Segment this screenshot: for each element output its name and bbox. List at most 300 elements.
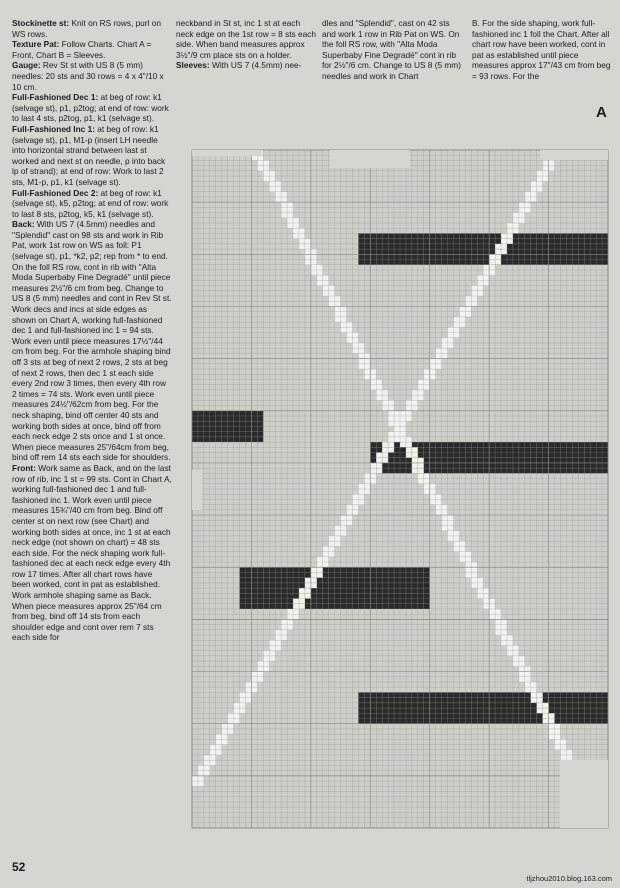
- chart-cell: [549, 249, 555, 254]
- chart-cell: [275, 640, 281, 645]
- chart-cell: [501, 630, 507, 635]
- chart-cell: [424, 713, 430, 718]
- chart-cell: [537, 254, 543, 259]
- chart-cell: [489, 265, 495, 270]
- chart-cell: [234, 713, 240, 718]
- chart-cell: [442, 692, 448, 697]
- chart-cell: [566, 233, 572, 238]
- chart-cell: [483, 233, 489, 238]
- chart-cell: [412, 713, 418, 718]
- chart-cell: [531, 718, 537, 723]
- chart-cell: [364, 604, 370, 609]
- chart-cell: [299, 244, 305, 249]
- instruction-text: Follow Charts. Chart A = Front, Chart B = Sleeves.: [12, 39, 152, 60]
- chart-cell: [560, 755, 566, 760]
- chart-cell: [602, 447, 608, 452]
- chart-cell: [519, 458, 525, 463]
- chart-cell: [263, 583, 269, 588]
- chart-cell: [263, 166, 269, 171]
- chart-cell: [519, 244, 525, 249]
- chart-cell: [519, 672, 525, 677]
- chart-cell: [335, 531, 341, 536]
- chart-cell: [572, 447, 578, 452]
- chart-cell: [257, 155, 263, 160]
- chart-cell: [382, 260, 388, 265]
- chart-cell: [240, 426, 246, 431]
- chart-cell: [370, 604, 376, 609]
- chart-cell: [418, 452, 424, 457]
- chart-cell: [578, 254, 584, 259]
- chart-cell: [412, 249, 418, 254]
- chart-cell: [436, 359, 442, 364]
- chart-cell: [555, 739, 561, 744]
- chart-cell: [430, 698, 436, 703]
- chart-cell: [448, 333, 454, 338]
- chart-cell: [495, 458, 501, 463]
- chart-cell: [471, 583, 477, 588]
- chart-cell: [471, 703, 477, 708]
- chart-cell: [424, 458, 430, 463]
- chart-cell: [394, 708, 400, 713]
- chart-cell: [507, 458, 513, 463]
- chart-cell: [543, 713, 549, 718]
- chart-cell: [341, 578, 347, 583]
- chart-cell: [483, 254, 489, 259]
- chart-cell: [572, 249, 578, 254]
- chart-cell: [513, 228, 519, 233]
- instruction-text: at beg of row: k1 (selvage st), p1, M1-p (insert LH needle into horizontal strand between last st worked and next st on needle, p into back lp of strand); at end of row: Work to last 2 sts, M1-p, p1, k1 (selvage st).: [12, 123, 166, 187]
- chart-cell: [245, 567, 251, 572]
- chart-cell: [406, 400, 412, 405]
- chart-cell: [234, 703, 240, 708]
- chart-cell: [382, 233, 388, 238]
- chart-cell: [364, 369, 370, 374]
- chart-cell: [578, 442, 584, 447]
- chart-cell: [459, 703, 465, 708]
- chart-cell: [317, 578, 323, 583]
- chart-cell: [459, 713, 465, 718]
- chart-cell: [352, 567, 358, 572]
- chart-cell: [418, 254, 424, 259]
- chart-cell: [376, 442, 382, 447]
- chart-cell: [305, 244, 311, 249]
- chart-cell: [418, 708, 424, 713]
- chart-cell: [513, 463, 519, 468]
- chart-cell: [543, 718, 549, 723]
- chart-cell: [364, 578, 370, 583]
- chart-cell: [501, 619, 507, 624]
- chart-cell: [507, 223, 513, 228]
- chart-cell: [531, 713, 537, 718]
- instruction-text: Work same as Back, and on the last row of rib, inc 1 st = 99 sts. Cont in Chart A, working full-fashioned dec 1 and full-fashioned inc 1. Work even until piece measures 15¾"/40 cm from beg. Bind off center st on next row (see Chart) and working both sides at once, inc 1 st at each neck edge (not shown on chart) = 48 sts each side. For the neck shaping work full-fashioned dec at each neck edge every 4th row 17 times. After all chart rows have been worked, cont in pat as established. Work armhole shaping same as Back. When piece measures approx 25"/64 cm from beg, bind off 14 sts from each shoulder edge and cont over rem 7 sts each side for: [12, 462, 172, 643]
- chart-cell: [584, 239, 590, 244]
- chart-cell: [430, 718, 436, 723]
- chart-cell: [537, 463, 543, 468]
- chart-cell: [424, 447, 430, 452]
- chart-cell: [572, 713, 578, 718]
- chart-cell: [477, 442, 483, 447]
- chart-cell: [555, 249, 561, 254]
- chart-cell: [436, 260, 442, 265]
- chart-cell: [430, 489, 436, 494]
- chart-cell: [465, 452, 471, 457]
- chart-cell: [430, 374, 436, 379]
- chart-cell: [406, 604, 412, 609]
- chart-cell: [442, 468, 448, 473]
- chart-cell: [489, 614, 495, 619]
- chart-cell: [400, 442, 406, 447]
- chart-cell: [477, 275, 483, 280]
- chart-cell: [549, 463, 555, 468]
- chart-cell: [240, 432, 246, 437]
- chart-cell: [471, 713, 477, 718]
- chart-cell: [358, 588, 364, 593]
- chart-cell: [459, 260, 465, 265]
- chart-cell: [382, 703, 388, 708]
- chart-cell: [513, 645, 519, 650]
- chart-cell: [216, 432, 222, 437]
- chart-cell: [418, 599, 424, 604]
- chart-cell: [531, 260, 537, 265]
- chart-cell: [364, 588, 370, 593]
- chart-cell: [549, 260, 555, 265]
- chart-cell: [394, 244, 400, 249]
- chart-cell: [531, 254, 537, 259]
- chart-cell: [204, 755, 210, 760]
- chart-cell: [424, 379, 430, 384]
- chart-cell: [240, 703, 246, 708]
- chart-cell: [525, 260, 531, 265]
- chart-cell: [537, 249, 543, 254]
- chart-cell: [352, 505, 358, 510]
- chart-cell: [281, 635, 287, 640]
- chart-cell: [418, 583, 424, 588]
- chart-cell: [234, 416, 240, 421]
- chart-cell: [436, 468, 442, 473]
- chart-cell: [210, 426, 216, 431]
- chart-cell: [578, 468, 584, 473]
- chart-cell: [370, 692, 376, 697]
- chart-cell: [418, 713, 424, 718]
- chart-cell: [555, 468, 561, 473]
- chart-cell: [370, 239, 376, 244]
- chart-cell: [394, 254, 400, 259]
- chart-cell: [465, 296, 471, 301]
- chart-cell: [596, 708, 602, 713]
- chart-cell: [370, 593, 376, 598]
- chart-cell: [210, 432, 216, 437]
- chart-cell: [228, 421, 234, 426]
- chart-cell: [257, 426, 263, 431]
- chart-cell: [584, 703, 590, 708]
- chart-cell: [418, 233, 424, 238]
- chart-cell: [275, 197, 281, 202]
- chart-cell: [376, 244, 382, 249]
- chart-cell: [525, 197, 531, 202]
- chart-cell: [418, 593, 424, 598]
- chart-cell: [299, 233, 305, 238]
- chart-cell: [507, 692, 513, 697]
- chart-cell: [269, 604, 275, 609]
- chart-cell: [222, 421, 228, 426]
- chart-cell: [471, 718, 477, 723]
- chart-cell: [418, 703, 424, 708]
- chart-cell: [394, 567, 400, 572]
- chart-cell: [560, 468, 566, 473]
- chart-cell: [578, 233, 584, 238]
- chart-cell: [531, 187, 537, 192]
- chart-cell: [299, 588, 305, 593]
- chart-cell: [436, 708, 442, 713]
- chart-cell: [364, 244, 370, 249]
- chart-cell: [513, 468, 519, 473]
- chart-cell: [311, 249, 317, 254]
- chart-cell: [471, 447, 477, 452]
- chart-cell: [590, 708, 596, 713]
- chart-cell: [453, 249, 459, 254]
- chart-cell: [436, 244, 442, 249]
- chart-cell: [477, 588, 483, 593]
- instruction-text: Rev St st with US 8 (5 mm) needles: 20 sts and 30 rows = 4 x 4"/10 x 10 cm.: [12, 60, 164, 92]
- chart-cell: [400, 578, 406, 583]
- chart-cell: [459, 698, 465, 703]
- chart-cell: [400, 254, 406, 259]
- chart-cell: [352, 348, 358, 353]
- chart-cell: [418, 604, 424, 609]
- chart-cell: [376, 458, 382, 463]
- chart-cell: [341, 515, 347, 520]
- chart-cell: [489, 468, 495, 473]
- chart-cell: [347, 510, 353, 515]
- chart-cell: [584, 718, 590, 723]
- chart-cell: [513, 218, 519, 223]
- chart-cell: [477, 578, 483, 583]
- chart-cell: [448, 718, 454, 723]
- chart-cell: [198, 437, 204, 442]
- chart-cell: [293, 572, 299, 577]
- chart-cell: [388, 437, 394, 442]
- chart-cell: [477, 713, 483, 718]
- chart-cell: [578, 713, 584, 718]
- chart-cell: [471, 708, 477, 713]
- chart-cell: [335, 301, 341, 306]
- chart-cell: [513, 260, 519, 265]
- chart-cell: [531, 239, 537, 244]
- chart-cell: [287, 599, 293, 604]
- chart-cell: [388, 583, 394, 588]
- chart-cell: [519, 260, 525, 265]
- chart-cell: [317, 583, 323, 588]
- chart-cell: [459, 463, 465, 468]
- chart-cell: [275, 578, 281, 583]
- chart-cell: [192, 411, 198, 416]
- chart-cell: [222, 426, 228, 431]
- chart-cell: [388, 703, 394, 708]
- chart-cell: [578, 703, 584, 708]
- chart-cell: [418, 578, 424, 583]
- chart-cell: [555, 703, 561, 708]
- chart-cell: [513, 442, 519, 447]
- chart-cell: [453, 531, 459, 536]
- chart-cell: [549, 166, 555, 171]
- chart-cell: [531, 468, 537, 473]
- chart-cell: [489, 703, 495, 708]
- chart-cell: [436, 463, 442, 468]
- chart-cell: [555, 447, 561, 452]
- chart-cell: [584, 249, 590, 254]
- chart-cell: [477, 458, 483, 463]
- chart-cell: [263, 593, 269, 598]
- chart-cell: [281, 588, 287, 593]
- chart-cell: [376, 593, 382, 598]
- chart-cell: [204, 765, 210, 770]
- chart-cell: [406, 698, 412, 703]
- chart-cell: [436, 698, 442, 703]
- chart-cell: [317, 270, 323, 275]
- chart-cell: [566, 458, 572, 463]
- chart-cell: [453, 244, 459, 249]
- chart-cell: [400, 468, 406, 473]
- chart-cell: [525, 698, 531, 703]
- chart-cell: [418, 239, 424, 244]
- chart-cell: [394, 249, 400, 254]
- chart-cell: [388, 463, 394, 468]
- chart-cell: [465, 718, 471, 723]
- chart-cell: [347, 338, 353, 343]
- chart-cell: [418, 458, 424, 463]
- chart-cell: [459, 249, 465, 254]
- chart-cell: [335, 578, 341, 583]
- chart-cell: [412, 588, 418, 593]
- chart-cell: [549, 239, 555, 244]
- chart-cell: [347, 599, 353, 604]
- chart-cell: [358, 249, 364, 254]
- chart-cell: [406, 463, 412, 468]
- chart-cell: [448, 260, 454, 265]
- chart-cell: [513, 713, 519, 718]
- chart-cell: [584, 254, 590, 259]
- chart-cell: [602, 260, 608, 265]
- chart-cell: [430, 260, 436, 265]
- chart-cell: [323, 593, 329, 598]
- chart-cell: [555, 708, 561, 713]
- chart-cell: [323, 572, 329, 577]
- chart-cell: [370, 703, 376, 708]
- chart-cell: [275, 572, 281, 577]
- chart-cell: [198, 416, 204, 421]
- chart-cell: [424, 588, 430, 593]
- chart-cell: [453, 698, 459, 703]
- chart-cell: [341, 322, 347, 327]
- chart-cell: [293, 588, 299, 593]
- chart-cell: [281, 572, 287, 577]
- chart-cell: [406, 458, 412, 463]
- chart-cell: [400, 572, 406, 577]
- chart-cell: [442, 505, 448, 510]
- chart-cell: [519, 713, 525, 718]
- chart-cell: [501, 713, 507, 718]
- chart-cell: [257, 567, 263, 572]
- chart-cell: [412, 703, 418, 708]
- chart-cell: [263, 572, 269, 577]
- chart-cell: [501, 233, 507, 238]
- chart-cell: [370, 718, 376, 723]
- chart-cell: [370, 442, 376, 447]
- chart-cell: [442, 254, 448, 259]
- chart-cell: [459, 692, 465, 697]
- chart-cell: [335, 572, 341, 577]
- chart-cell: [406, 468, 412, 473]
- chart-cell: [245, 572, 251, 577]
- chart-cell: [198, 776, 204, 781]
- chart-cell: [192, 432, 198, 437]
- chart-cell: [483, 244, 489, 249]
- chart-cell: [471, 260, 477, 265]
- chart-cell: [471, 567, 477, 572]
- chart-cell: [210, 750, 216, 755]
- chart-cell: [418, 572, 424, 577]
- chart-cell: [222, 416, 228, 421]
- chart-cell: [465, 708, 471, 713]
- chart-cell: [263, 656, 269, 661]
- chart-cell: [257, 166, 263, 171]
- chart-cell: [251, 682, 257, 687]
- chart-cell: [329, 583, 335, 588]
- chart-cell: [513, 223, 519, 228]
- chart-cell: [555, 244, 561, 249]
- chart-cell: [305, 260, 311, 265]
- chart-cell: [222, 729, 228, 734]
- chart-cell: [406, 572, 412, 577]
- chart-cell: [216, 734, 222, 739]
- chart-cell: [382, 604, 388, 609]
- chart-cell: [364, 249, 370, 254]
- chart-cell: [376, 578, 382, 583]
- chart-cell: [501, 708, 507, 713]
- chart-cell: [507, 703, 513, 708]
- chart-cell: [436, 452, 442, 457]
- chart-cell: [477, 239, 483, 244]
- chart-cell: [531, 698, 537, 703]
- chart-cell: [424, 239, 430, 244]
- chart-cell: [317, 280, 323, 285]
- chart-cell: [418, 463, 424, 468]
- chart-cell: [578, 239, 584, 244]
- chart-cell: [566, 463, 572, 468]
- chart-cell: [578, 718, 584, 723]
- chart-cell: [519, 207, 525, 212]
- chart-cell: [495, 630, 501, 635]
- chart-cell: [388, 260, 394, 265]
- chart-cell: [543, 452, 549, 457]
- chart-cell: [251, 411, 257, 416]
- chart-cell: [251, 426, 257, 431]
- chart-cell: [566, 447, 572, 452]
- chart-cell: [453, 458, 459, 463]
- chart-cell: [240, 604, 246, 609]
- chart-cell: [424, 692, 430, 697]
- chart-cell: [364, 599, 370, 604]
- chart-cell: [376, 567, 382, 572]
- chart-cell: [245, 437, 251, 442]
- chart-cell: [412, 239, 418, 244]
- chart-cell: [388, 588, 394, 593]
- chart-cell: [549, 729, 555, 734]
- chart-cell: [513, 213, 519, 218]
- chart-cell: [596, 698, 602, 703]
- chart-cell: [347, 327, 353, 332]
- chart-cell: [507, 452, 513, 457]
